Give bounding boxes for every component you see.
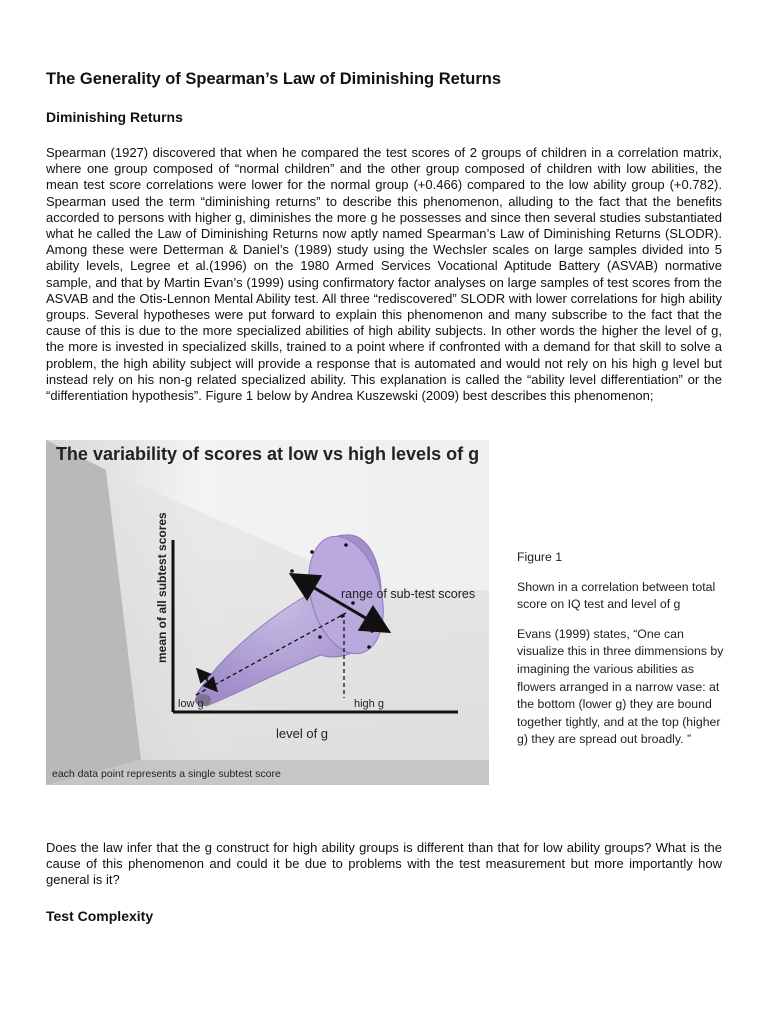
document-title: The Generality of Spearman’s Law of Diminishing Returns (46, 70, 502, 88)
data-point (367, 645, 371, 649)
data-point (344, 543, 348, 547)
figure-footnote: each data point represents a single subtest score (52, 768, 281, 780)
body-paragraph-2: Does the law infer that the g construct for high ability groups is different than that for low ability groups? What is the cause of this phenomenon and could it be due to problems with the test measurement but more importantly how general is it? (46, 840, 722, 888)
data-point (310, 550, 314, 554)
range-label: range of sub-test scores (341, 587, 476, 601)
body-paragraph-1: Spearman (1927) discovered that when he compared the test scores of 2 groups of children in a correlation matrix, where one group composed of “normal children” and the other group composed of children with low abilities, the mean test score correlations were lower for the normal group (+0.466) compared to the low ability group (+0.782). Spearman used the term “diminishing returns” to describe this phenomenon, alluding to the fact that the benefits accorded to persons with higher g, diminishes the more g he possesses and since then several studies substantiated what he called the Law of Diminishing Returns now aptly named Spearman’s Law of Diminishing Returns (SLODR). Among these were Detterman & Daniel’s (1989) study using the Wechsler scales on large samples divided into 5 ability levels, Legree et al.(1996) on the 1980 Armed Services Vocational Aptitude Battery (ASVAB) normative sample, and that by Martin Evan’s (1999) using confirmatory factor analyses on large samples of test scores from the ASVAB and the Otis-Lennon Mental Ability test. All three “rediscovered” SLODR with lower correlations for high ability groups. Several hypotheses were put forward to explain this phenomenon and many subscribe to the fact that the cause of this is due to the more specialized abilities of high ability subjects. In other words the higher the level of g, the more is invested in specialized skills, trained to a point where if confronted with a demand for that skill to solve a problem, the high ability subject will provide a response that is automated and would not rely on his high g level but instead rely on his non-g related specialized ability. This explanation is called the “ability level differentiation” or the “differentiation hypothesis”. Figure 1 below by Andrea Kuszewski (2009) best describes this phenomenon; (46, 145, 722, 404)
figure-illustration (46, 440, 489, 785)
low-g-label: low g (178, 698, 204, 710)
data-point (351, 601, 355, 605)
figure-title: The variability of scores at low vs high levels of g (55, 444, 480, 464)
x-axis-label: level of g (276, 726, 329, 741)
figure-side-text (517, 549, 727, 749)
data-point (370, 629, 374, 633)
section-heading-diminishing-returns: Diminishing Returns (46, 109, 183, 125)
high-g-label: high g (354, 698, 384, 710)
data-point (290, 569, 294, 573)
data-point (318, 635, 322, 639)
section-heading-test-complexity: Test Complexity (46, 908, 154, 924)
figure-1 (46, 440, 489, 785)
y-axis-label: mean of all subtest scores (155, 512, 169, 663)
figure-caption: Shown in a correlation between total score on IQ test and level of g (517, 579, 716, 612)
figure-label: Figure 1 (517, 550, 563, 564)
figure-quote: Evans (1999) states, “One can visualize this in three dimmensions by imagining the various abilities as flowers arranged in a narrow vase: at the bottom (lower g) they are bound together tightly, and at the top (higher g) they are spread out broadly. ” (517, 626, 724, 747)
